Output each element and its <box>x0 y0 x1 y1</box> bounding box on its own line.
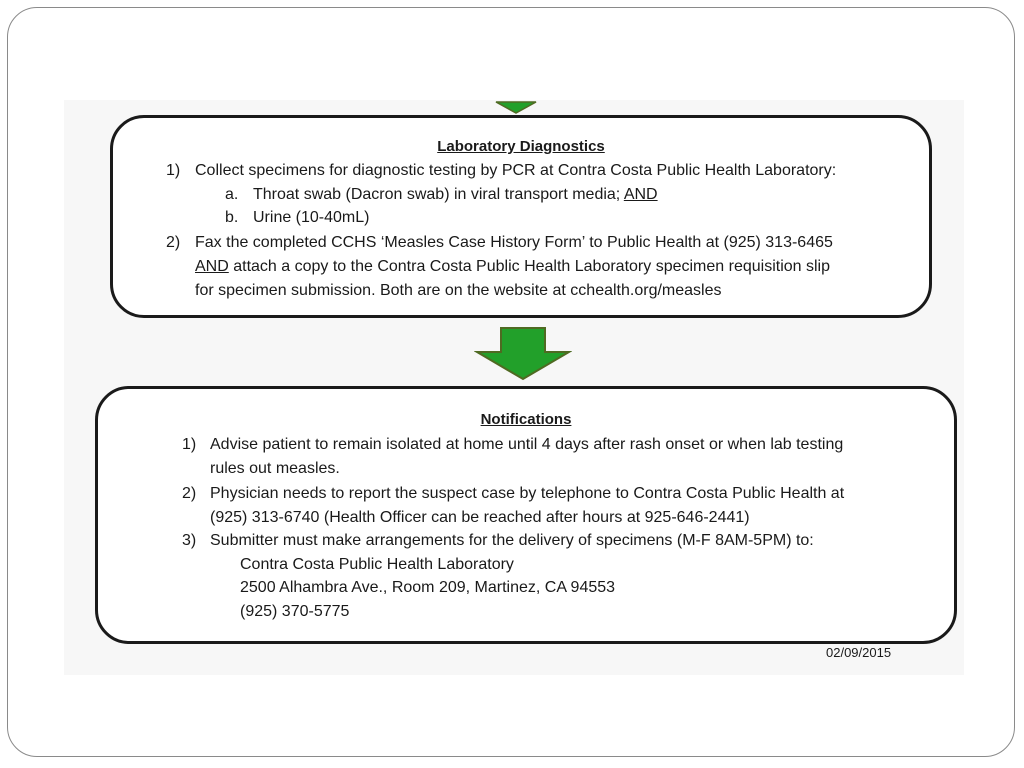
notif-item-1-number: 1) <box>182 436 197 453</box>
lab-address-phone: (925) 370-5775 <box>240 603 350 620</box>
lab-item-2-line2 <box>195 257 830 277</box>
lab-item-2-number: 2) <box>166 234 181 251</box>
notif-item-1-line2: rules out measles. <box>210 460 340 477</box>
lab-sub-a-and: AND <box>623 186 658 203</box>
lab-diagnostics-title: Laboratory Diagnostics <box>437 138 605 155</box>
lab-address-name: Contra Costa Public Health Laboratory <box>240 556 514 573</box>
lab-address-street: 2500 Alhambra Ave., Room 209, Martinez, CA 94553 <box>240 579 616 596</box>
lab-sub-a <box>253 185 658 205</box>
notif-item-3-line1: Submitter must make arrangements for the delivery of specimens (M-F 8AM-5PM) to: <box>210 532 814 549</box>
notifications-title: Notifications <box>480 411 572 428</box>
lab-item-2-line3: for specimen submission. Both are on the website at cchealth.org/measles <box>195 282 722 299</box>
lab-item-2-and: AND <box>195 258 229 275</box>
notif-item-2-line2: (925) 313-6740 (Health Officer can be reached after hours at 925-646-2441) <box>210 509 750 526</box>
down-arrow-icon <box>494 101 538 115</box>
lab-diagnostics-box <box>110 115 932 318</box>
notifications-box <box>95 386 957 644</box>
lab-item-1-text: Collect specimens for diagnostic testing by PCR at Contra Costa Public Health Laboratory: <box>195 162 837 179</box>
lab-sub-b-label: b. <box>225 209 239 226</box>
notif-item-2-number: 2) <box>182 485 197 502</box>
notif-item-1-line1: Advise patient to remain isolated at home until 4 days after rash onset or when lab testing <box>210 436 844 453</box>
lab-sub-b-text: Urine (10-40mL) <box>253 209 370 226</box>
lab-sub-a-text: Throat swab (Dacron swab) in viral transport media; <box>253 186 621 203</box>
lab-sub-a-label: a. <box>225 186 239 203</box>
notif-item-2-line1: Physician needs to report the suspect case by telephone to Contra Costa Public Health at <box>210 485 845 502</box>
notif-item-3-number: 3) <box>182 532 197 549</box>
down-arrow-icon <box>474 326 572 382</box>
lab-item-1-number: 1) <box>166 162 181 179</box>
document-date: 02/09/2015 <box>826 645 892 660</box>
lab-item-2-line1: Fax the completed CCHS ‘Measles Case History Form’ to Public Health at (925) 313-6465 <box>195 234 833 251</box>
lab-item-2-line2-text: attach a copy to the Contra Costa Public Health Laboratory specimen requisition slip <box>233 258 830 275</box>
